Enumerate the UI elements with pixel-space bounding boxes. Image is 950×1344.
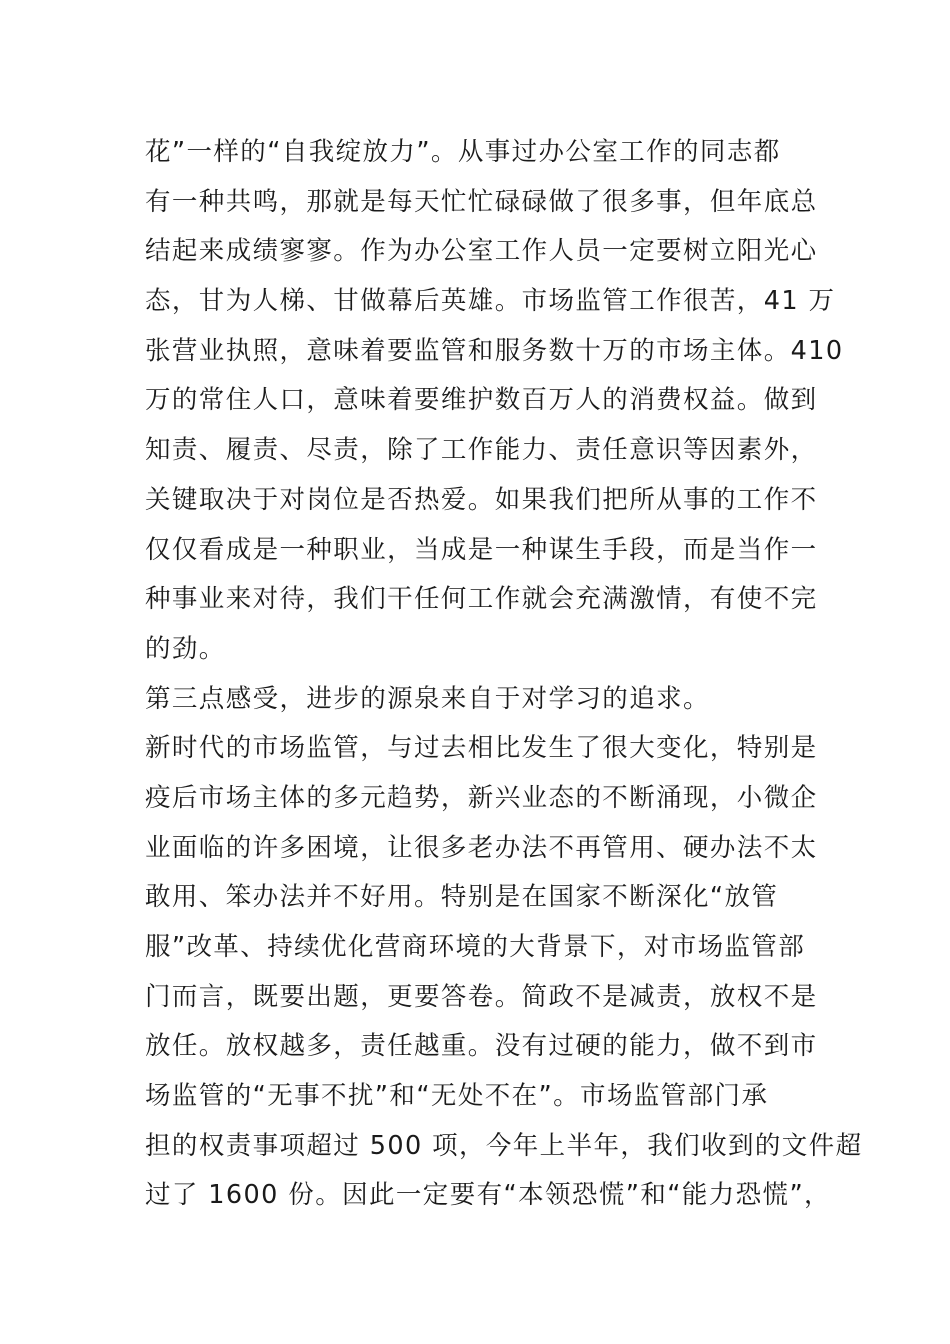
text-line: 花”一样的“自我绽放力”。从事过办公室工作的同志都: [145, 137, 781, 167]
text-line: 知责、履责、尽责，除了工作能力、责任意识等因素外，: [145, 435, 818, 466]
text-line: 疫后市场主体的多元趋势，新兴业态的不断涌现，小微企: [145, 782, 818, 813]
text-line: 仅仅看成是一种职业，当成是一种谋生手段，而是当作一: [145, 534, 818, 565]
text-line: 关键取决于对岗位是否热爱。如果我们把所从事的工作不: [145, 484, 818, 515]
body-text: [145, 128, 863, 1221]
text-line: 门而言，既要出题，更要答卷。简政不是减责，放权不是: [145, 981, 818, 1012]
text-line: 张营业执照，意味着要监管和服务数十万的市场主体。410: [145, 335, 844, 366]
text-line: 过了 1600 份。因此一定要有“本领恐慌”和“能力恐慌”，: [145, 1180, 831, 1211]
text-line: 的劲。: [145, 633, 226, 664]
text-line: 有一种共鸣，那就是每天忙忙碌碌做了很多事，但年底总: [145, 186, 818, 217]
text-line: 种事业来对待，我们干任何工作就会充满激情，有使不完: [145, 584, 818, 615]
text-line: 态，甘为人梯、甘做幕后英雄。市场监管工作很苦，41 万: [145, 286, 836, 317]
text-line: 服”改革、持续优化营商环境的大背景下，对市场监管部: [145, 932, 806, 962]
text-line: 敢用、笨办法并不好用。特别是在国家不断深化“放管: [145, 882, 779, 913]
text-line: 场监管的“无事不扰”和“无处不在”。市场监管部门承: [145, 1081, 769, 1112]
text-line: 结起来成绩寥寥。作为办公室工作人员一定要树立阳光心: [145, 236, 818, 267]
text-line: 担的权责事项超过 500 项，今年上半年，我们收到的文件超: [145, 1130, 863, 1161]
text-line: 业面临的许多困境，让很多老办法不再管用、硬办法不太: [145, 832, 818, 863]
section-heading: 第三点感受，进步的源泉来自于对学习的追求。: [145, 683, 710, 714]
text-line: 新时代的市场监管，与过去相比发生了很大变化，特别是: [145, 733, 818, 764]
text-line: 万的常住人口，意味着要维护数百万人的消费权益。做到: [145, 385, 818, 416]
text-line: 放任。放权越多，责任越重。没有过硬的能力，做不到市: [145, 1031, 818, 1062]
